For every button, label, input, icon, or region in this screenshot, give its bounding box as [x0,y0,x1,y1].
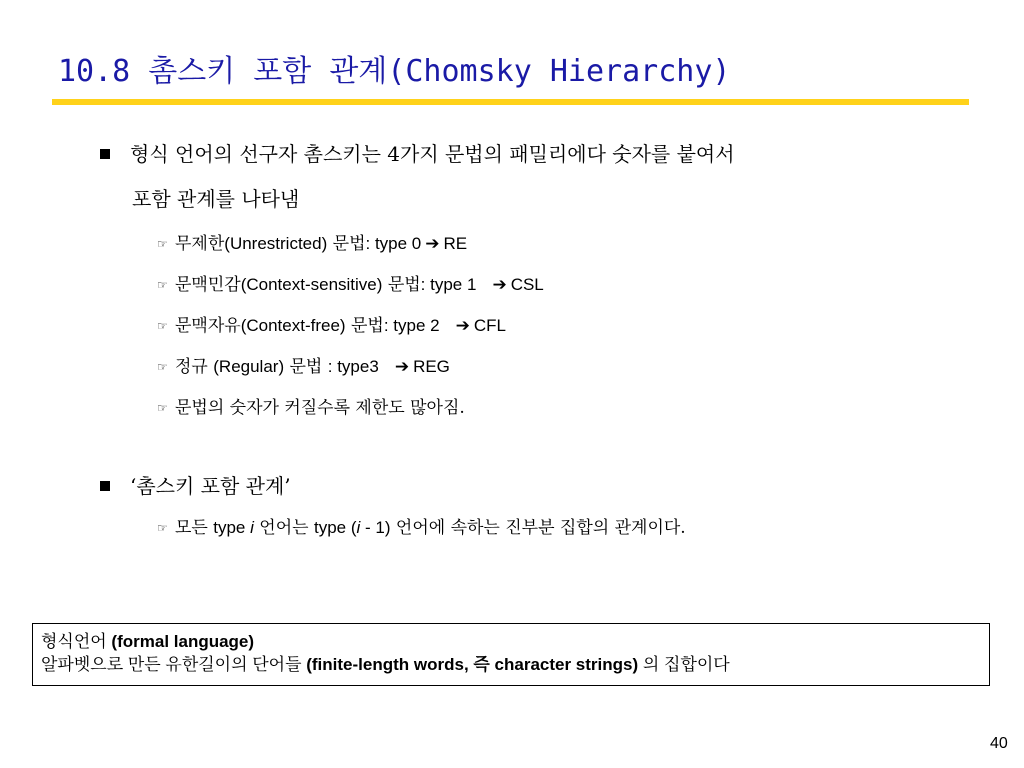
definition-line-2 [41,653,981,676]
bullet-1-continuation: 포함 관계를 나타냄 [132,187,300,211]
grammar-type: : type3 [327,357,379,376]
title-underline [52,99,969,105]
pointing-hand-icon: ☞ [157,401,168,415]
grammar-type: : type 1 [420,275,477,294]
grammar-type: : type 0 [365,234,422,253]
pointing-hand-icon: ☞ [157,237,168,251]
language-class: CSL [510,275,544,294]
sub-item-context-free [157,311,506,336]
language-class: REG [413,357,450,376]
square-bullet-icon [100,481,110,491]
grammar-type: : type 2 [383,316,440,335]
text-part: 언어는 [253,518,314,538]
bullet-1 [100,138,735,167]
grammar-word: 문법 [345,316,384,336]
text-part: - 1) [360,518,391,537]
right-arrow-icon: ➔ [455,316,470,336]
pointing-hand-icon: ☞ [157,360,168,374]
definition-text: 의 집합이다 [638,655,730,674]
square-bullet-icon [100,149,110,159]
text-part: type ( [313,518,357,537]
bullet-1-text: 형식 언어의 선구자 촘스키는 4가지 문법의 패밀리에다 숫자를 붙여서 [130,142,735,166]
grammar-name-ko: 문맥자유 [175,316,241,336]
grammar-name-en: (Context-sensitive) [240,275,383,294]
grammar-name-ko: 정규 [175,357,214,377]
definition-box [32,623,990,686]
definition-term-ko: 형식언어 [41,632,112,651]
pointing-hand-icon: ☞ [157,278,168,292]
right-arrow-icon: ➔ [394,357,410,377]
sub-item-regular [157,352,450,377]
sub-item-context-sensitive [157,270,544,295]
slide-title: 10.8 촘스키 포함 관계(Chomsky Hierarchy) [58,54,731,89]
grammar-name-ko: 무제한 [175,234,225,254]
right-arrow-icon: ➔ [492,275,507,295]
definition-term-en: (formal language) [111,632,255,651]
grammar-name-en: (Unrestricted) [224,234,328,253]
right-arrow-icon: ➔ [425,234,440,254]
language-class: CFL [473,316,506,335]
definition-line-1 [41,630,981,653]
grammar-name-en: (Context-free) [240,316,346,335]
bullet-2 [100,470,291,499]
note-text: 문법의 숫자가 커질수록 제한도 많아짐. [175,398,465,418]
sub-item-unrestricted [157,229,467,254]
bullet-2-text: ‘촘스키 포함 관계’ [130,474,291,498]
text-part: 언어에 속하는 진부분 집합의 관계이다. [390,518,686,538]
text-part: 모든 [175,518,214,538]
page-number: 40 [990,735,1008,752]
definition-text-bold: (finite-length words, 즉 character strings) [306,655,639,674]
grammar-word: 문법 [284,357,328,377]
pointing-hand-icon: ☞ [157,521,168,535]
text-part: type [213,518,251,537]
text-part: i [250,518,254,537]
grammar-name-en: (Regular) [213,357,285,376]
grammar-word: 문법 [382,275,421,295]
sub-item-note [157,393,465,418]
grammar-name-ko: 문맥민감 [175,275,241,295]
language-class: RE [443,234,468,253]
sub-item-hierarchy [157,513,686,538]
grammar-word: 문법 [327,234,366,254]
pointing-hand-icon: ☞ [157,319,168,333]
text-part: i [356,518,361,537]
definition-text: 알파벳으로 만든 유한길이의 단어들 [41,655,307,674]
